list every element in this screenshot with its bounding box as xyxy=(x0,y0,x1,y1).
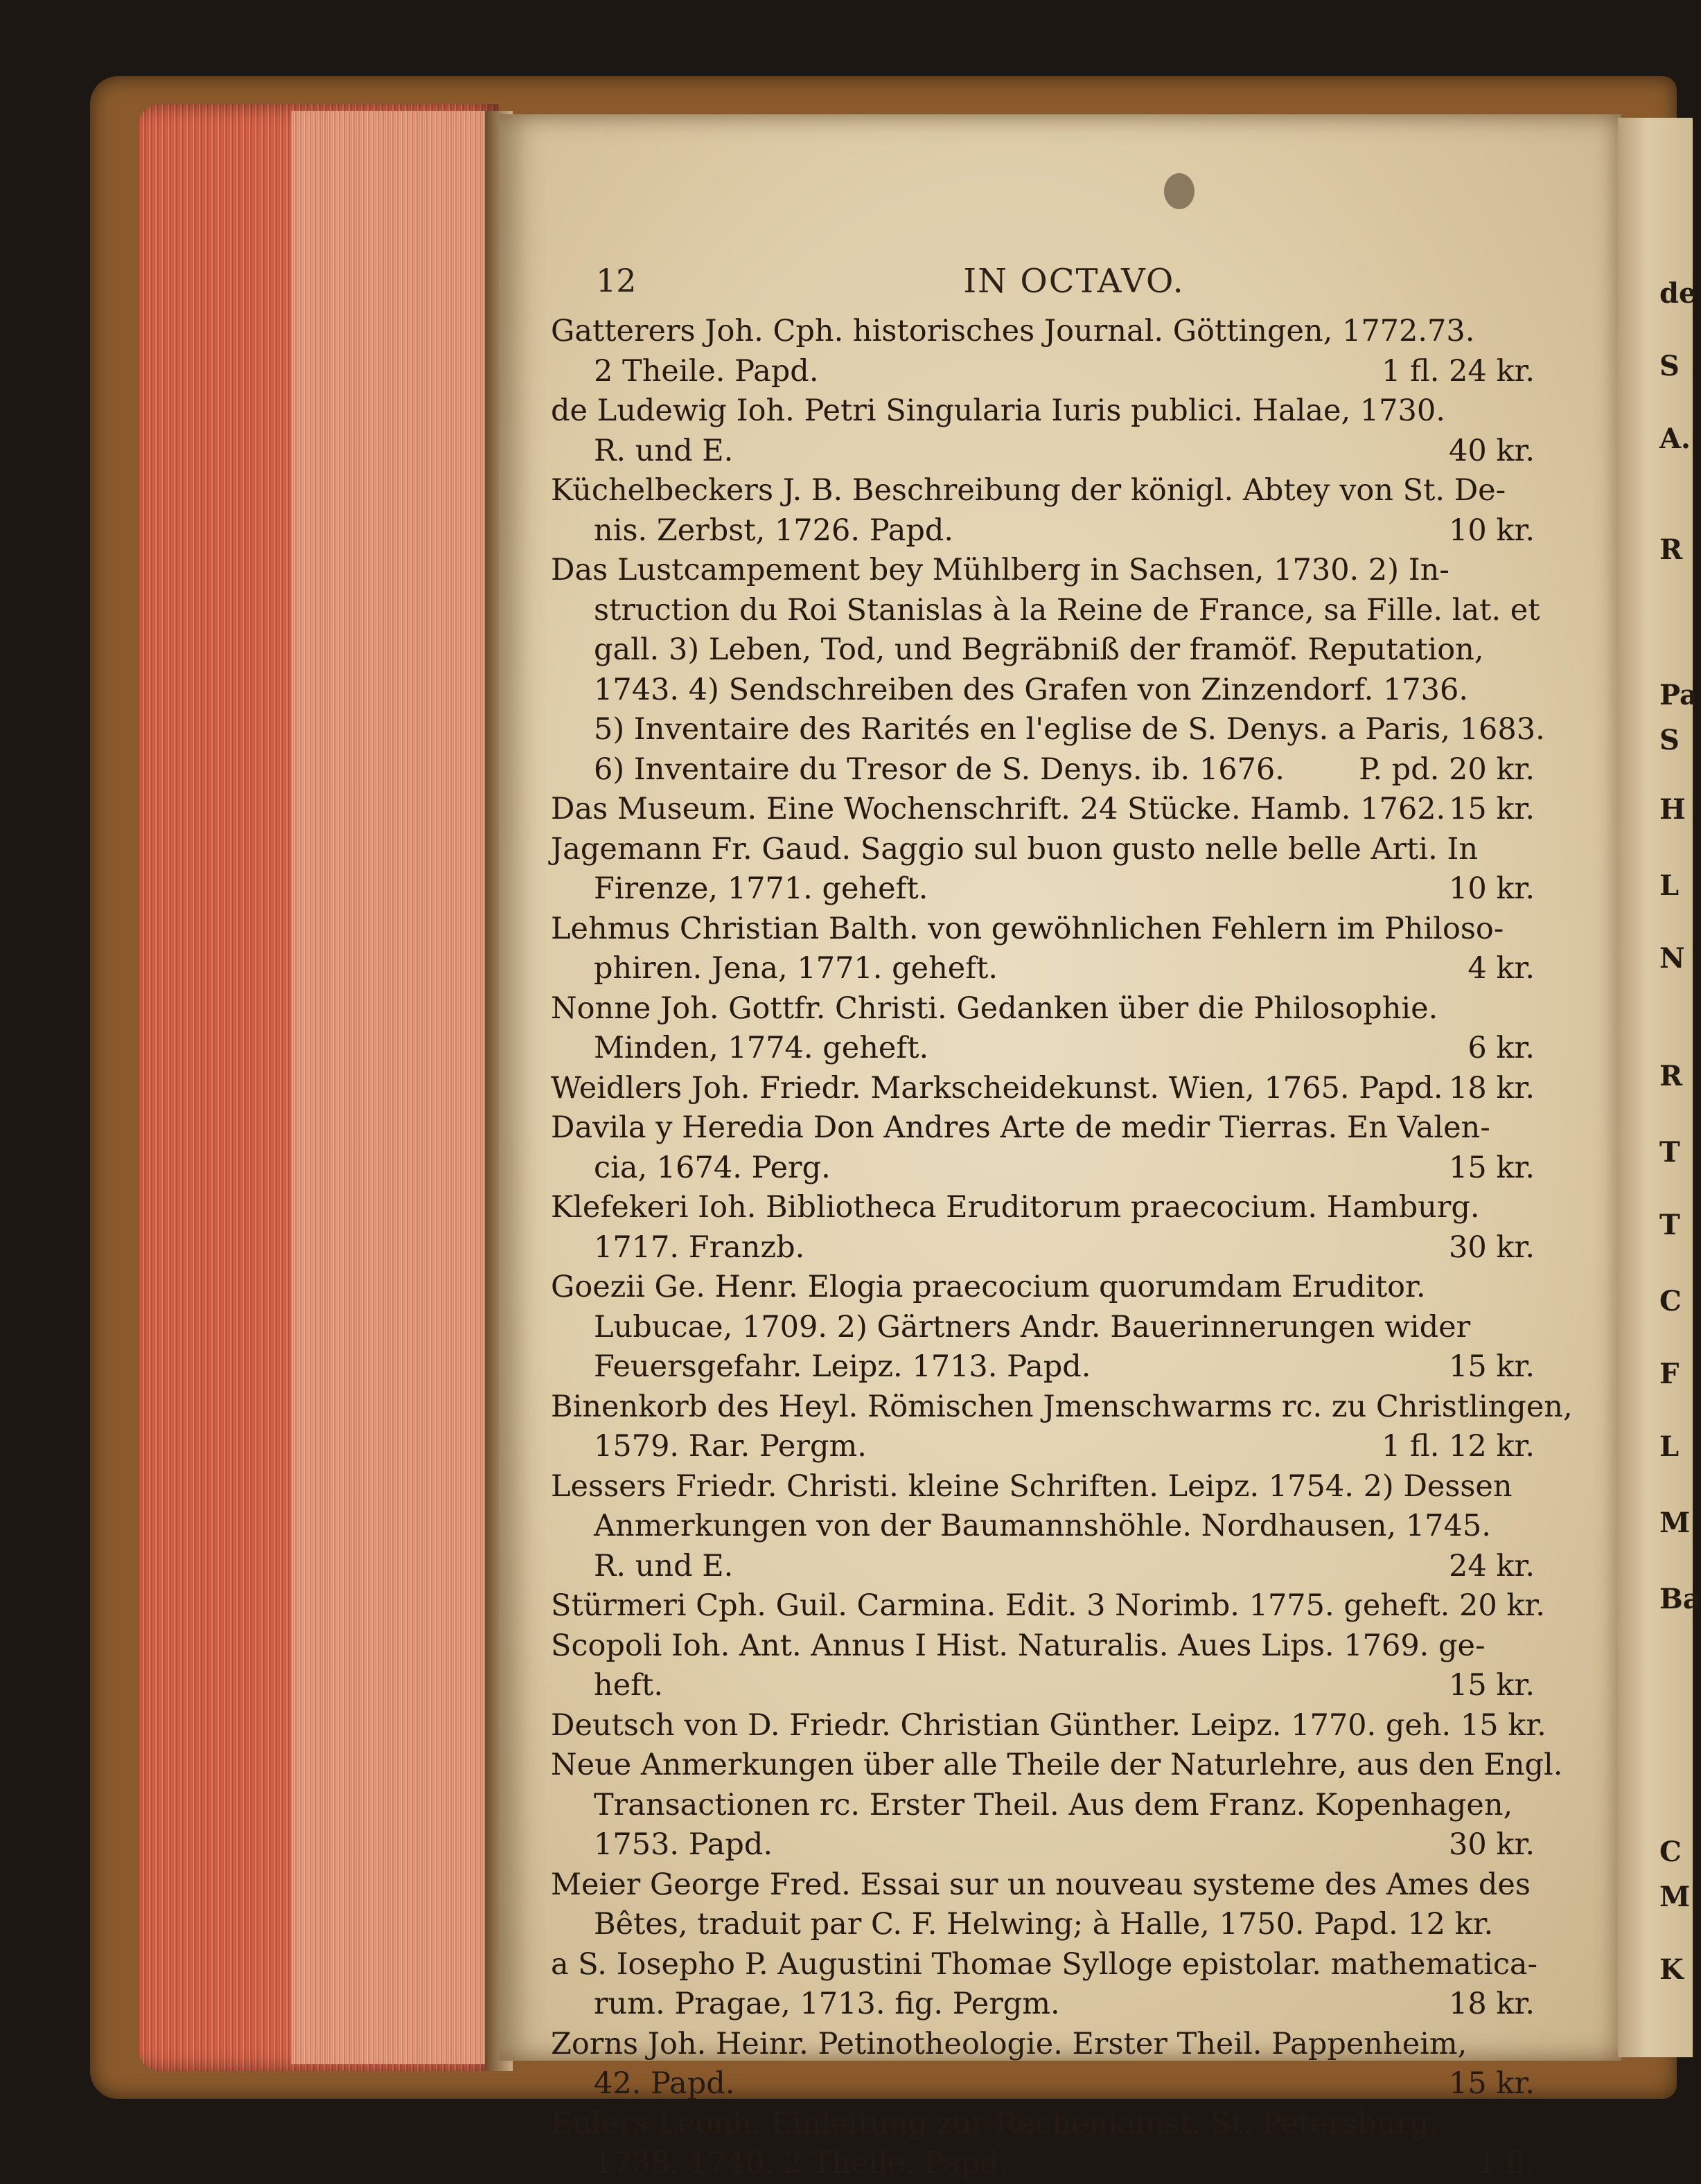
facing-page-letter: de xyxy=(1659,277,1697,310)
catalog-line-text: rum. Pragae, 1713. fig. Pergm. xyxy=(594,1987,1060,2021)
catalog-line xyxy=(551,1387,1573,1428)
facing-page-letter: C xyxy=(1659,1285,1682,1317)
facing-page-letter: C xyxy=(1659,1836,1682,1868)
catalog-line-price: 30 kr. xyxy=(1449,1827,1535,1862)
catalog-line-text: Nonne Joh. Gottfr. Christi. Gedanken über die Philosophie. xyxy=(551,991,1438,1026)
catalog-line-price: 1 fl. xyxy=(1477,2146,1535,2181)
facing-page-letter: S xyxy=(1659,724,1680,756)
catalog-line-text: 6) Inventaire du Tresor de S. Denys. ib. 1676. xyxy=(594,752,1285,787)
page-edges-inner xyxy=(291,111,499,2064)
catalog-line-text: Feuersgefahr. Leipz. 1713. Papd. xyxy=(594,1349,1091,1384)
catalog-line xyxy=(551,1069,1535,1109)
catalog-line-text: de Ludewig Ioh. Petri Singularia Iuris publici. Halae, 1730. xyxy=(551,393,1445,428)
catalog-line-text: 5) Inventaire des Rarités en l'eglise de S. Denys. a Paris, 1683. xyxy=(594,712,1545,747)
facing-page-letter: T xyxy=(1659,1136,1680,1169)
catalog-line-text: heft. xyxy=(594,1668,664,1703)
catalog-line xyxy=(551,551,1535,591)
catalog-line-text: Davila y Heredia Don Andres Arte de medir Tierras. En Valen- xyxy=(551,1110,1490,1145)
catalog-line xyxy=(551,1547,1535,1587)
catalog-entries xyxy=(551,312,1573,2184)
facing-page-letter: R xyxy=(1659,533,1683,566)
catalog-line xyxy=(551,471,1535,511)
catalog-line xyxy=(551,1865,1535,1906)
facing-page-letter: K xyxy=(1659,1953,1684,1986)
catalog-line-text: Neue Anmerkungen über alle Theile der Naturlehre, aus den Engl. xyxy=(551,1748,1563,1782)
catalog-line xyxy=(551,1188,1535,1228)
catalog-line xyxy=(551,1507,1535,1547)
catalog-line-price: 15 kr. xyxy=(1449,792,1535,826)
catalog-line-price: 15 kr. xyxy=(1449,2066,1535,2101)
facing-page-letter: A. xyxy=(1659,423,1691,455)
catalog-line-text: 1717. Franzb. xyxy=(594,1229,805,1265)
catalog-line-text: 1579. Rar. Pergm. xyxy=(594,1429,867,1464)
catalog-line-text: Meier George Fred. Essai sur un nouveau systeme des Ames des xyxy=(551,1867,1531,1902)
catalog-line xyxy=(551,671,1535,711)
catalog-line-text: Küchelbeckers J. B. Beschreibung der königl. Abtey von St. De- xyxy=(551,473,1506,508)
catalog-line xyxy=(551,869,1535,909)
catalog-line xyxy=(551,511,1535,551)
catalog-line-text: R. und E. xyxy=(594,433,734,468)
catalog-line xyxy=(551,790,1535,830)
catalog-line-price: 10 kr. xyxy=(1449,871,1535,906)
catalog-line xyxy=(551,1985,1535,2025)
catalog-line xyxy=(551,1626,1535,1667)
catalog-line xyxy=(551,2144,1535,2184)
catalog-line xyxy=(551,432,1535,472)
catalog-line xyxy=(551,1666,1535,1706)
catalog-line xyxy=(551,1347,1535,1387)
catalog-line-price: 1 fl. 24 kr. xyxy=(1382,353,1535,389)
catalog-line xyxy=(551,989,1535,1029)
catalog-line xyxy=(551,352,1535,392)
catalog-line xyxy=(551,830,1535,870)
catalog-line xyxy=(551,1706,1546,1746)
catalog-line-price: 18 kr. xyxy=(1449,1070,1535,1106)
catalog-line-text: Bêtes, traduit par C. F. Helwing; à Halle, 1750. Papd. 12 kr. xyxy=(594,1907,1494,1942)
catalog-line xyxy=(551,1825,1535,1865)
catalog-line xyxy=(551,750,1535,790)
catalog-line xyxy=(551,1427,1535,1467)
catalog-line xyxy=(551,1228,1535,1268)
catalog-line-price: 4 kr. xyxy=(1468,951,1535,986)
catalog-line-text: Binenkorb des Heyl. Römischen Jmenschwarms rc. zu Christlingen, xyxy=(551,1389,1573,1424)
ink-spot xyxy=(1164,173,1195,209)
catalog-line xyxy=(551,2104,1535,2145)
catalog-line-price: P. pd. 20 kr. xyxy=(1359,752,1535,787)
page-number: 12 xyxy=(596,262,637,299)
catalog-line-price: 6 kr. xyxy=(1468,1031,1535,1065)
catalog-line-price: 30 kr. xyxy=(1449,1229,1535,1265)
catalog-line-price: 40 kr. xyxy=(1449,433,1535,468)
catalog-line-price: 1 fl. 12 kr. xyxy=(1382,1429,1535,1464)
facing-page-letter: Ba xyxy=(1659,1583,1701,1615)
catalog-line-text: Das Museum. Eine Wochenschrift. 24 Stücke. Hamb. 1762. xyxy=(551,792,1446,826)
catalog-line-text: Anmerkungen von der Baumannshöhle. Nordhausen, 1745. xyxy=(594,1509,1491,1543)
catalog-line xyxy=(551,1586,1545,1626)
catalog-line xyxy=(551,1945,1538,1985)
catalog-line-text: Klefekeri Ioh. Bibliotheca Eruditorum praecocium. Hamburg. xyxy=(551,1190,1480,1225)
catalog-line-text: Transactionen rc. Erster Theil. Aus dem Franz. Kopenhagen, xyxy=(594,1787,1513,1822)
catalog-line-text: Weidlers Joh. Friedr. Markscheidekunst. Wien, 1765. Papd. xyxy=(551,1070,1443,1106)
catalog-line xyxy=(551,710,1545,750)
catalog-line xyxy=(551,1467,1535,1507)
facing-page-letter: L xyxy=(1659,869,1680,902)
catalog-line xyxy=(551,1108,1535,1148)
catalog-line-text: Scopoli Ioh. Ant. Annus I Hist. Naturalis. Aues Lips. 1769. ge- xyxy=(551,1628,1486,1663)
catalog-line-text: struction du Roi Stanislas à la Reine de France, sa Fille. lat. et xyxy=(594,592,1540,628)
catalog-line xyxy=(551,1148,1535,1189)
facing-page-letter: M xyxy=(1659,1881,1691,1913)
facing-page-letter: R xyxy=(1659,1060,1683,1092)
catalog-line-text: 42. Papd. xyxy=(594,2066,735,2101)
catalog-line xyxy=(551,2025,1535,2065)
catalog-line-text: 1743. 4) Sendschreiben des Grafen von Zinzendorf. 1736. xyxy=(594,672,1469,707)
catalog-line-text: R. und E. xyxy=(594,1548,734,1583)
catalog-line-price: 15 kr. xyxy=(1449,1668,1535,1703)
facing-page-letter: M xyxy=(1659,1507,1691,1539)
facing-page-letter: T xyxy=(1659,1209,1680,1241)
page-header xyxy=(596,262,1552,306)
catalog-line xyxy=(551,1746,1563,1786)
catalog-line-text: Zorns Joh. Heinr. Petinotheologie. Erster Theil. Pappenheim, xyxy=(551,2026,1468,2061)
catalog-line-text: Minden, 1774. geheft. xyxy=(594,1031,929,1065)
catalog-line-price: 10 kr. xyxy=(1449,513,1535,548)
catalog-line-text: 1753. Papd. xyxy=(594,1827,773,1862)
catalog-line-text: Deutsch von D. Friedr. Christian Günther. Leipz. 1770. geh. 15 kr. xyxy=(551,1707,1546,1743)
catalog-line-text: phiren. Jena, 1771. geheft. xyxy=(594,951,998,986)
catalog-line-price: 24 kr. xyxy=(1449,1548,1535,1583)
catalog-line xyxy=(551,2064,1535,2104)
catalog-line-text: Jagemann Fr. Gaud. Saggio sul buon gusto nelle belle Arti. In xyxy=(551,831,1479,867)
catalog-line-text: Lehmus Christian Balth. von gewöhnlichen Fehlern im Philoso- xyxy=(551,911,1504,946)
catalog-line-price: 15 kr. xyxy=(1449,1150,1535,1185)
catalog-line-text: Stürmeri Cph. Guil. Carmina. Edit. 3 Norimb. 1775. geheft. 20 kr. xyxy=(551,1588,1545,1623)
catalog-line xyxy=(551,1308,1535,1348)
catalog-line-text: 1738. 1740. 2 Theile. Papd. xyxy=(594,2146,1009,2181)
catalog-line-text: Firenze, 1771. geheft. xyxy=(594,871,928,906)
catalog-line xyxy=(551,1905,1535,1945)
catalog-line xyxy=(551,591,1540,631)
facing-page-letter: F xyxy=(1659,1358,1680,1390)
catalog-line xyxy=(551,949,1535,989)
catalog-line xyxy=(551,1786,1535,1826)
catalog-line xyxy=(551,1029,1535,1069)
catalog-line xyxy=(551,630,1535,671)
facing-page-letter: H xyxy=(1659,793,1686,826)
catalog-line-text: Gatterers Joh. Cph. historisches Journal. Göttingen, 1772.73. xyxy=(551,314,1475,348)
facing-page-letter: L xyxy=(1659,1430,1680,1463)
facing-page-letter: S xyxy=(1659,350,1680,382)
catalog-line-text: a S. Iosepho P. Augustini Thomae Sylloge epistolar. mathematica- xyxy=(551,1946,1538,1982)
catalog-line-text: Eulers Leonh. Einleitung zur Rechenkunst. St. Petersburg, xyxy=(551,2106,1439,2141)
catalog-line-text: Lubucae, 1709. 2) Gärtners Andr. Bauerinnerungen wider xyxy=(594,1309,1471,1344)
facing-page-letter: Pa xyxy=(1659,679,1698,711)
catalog-line-text: Das Lustcampement bey Mühlberg in Sachsen, 1730. 2) In- xyxy=(551,553,1449,587)
catalog-line-text: Lessers Friedr. Christi. kleine Schriften. Leipz. 1754. 2) Dessen xyxy=(551,1468,1513,1504)
catalog-line-text: gall. 3) Leben, Tod, und Begräbniß der framöf. Reputation, xyxy=(594,632,1484,667)
catalog-line-text: 2 Theile. Papd. xyxy=(594,353,819,389)
catalog-line xyxy=(551,909,1535,950)
catalog-line-text: cia, 1674. Perg. xyxy=(594,1150,831,1185)
catalog-line-text: Goezii Ge. Henr. Elogia praecocium quorumdam Eruditor. xyxy=(551,1270,1426,1304)
catalog-line-text: nis. Zerbst, 1726. Papd. xyxy=(594,513,954,548)
catalog-line xyxy=(551,312,1535,352)
running-head: IN OCTAVO. xyxy=(963,262,1185,301)
facing-page-letter: N xyxy=(1659,942,1685,975)
catalog-line-price: 15 kr. xyxy=(1449,1349,1535,1384)
catalog-line-price: 18 kr. xyxy=(1449,1987,1535,2021)
catalog-line xyxy=(551,391,1535,432)
catalog-line xyxy=(551,1268,1535,1308)
